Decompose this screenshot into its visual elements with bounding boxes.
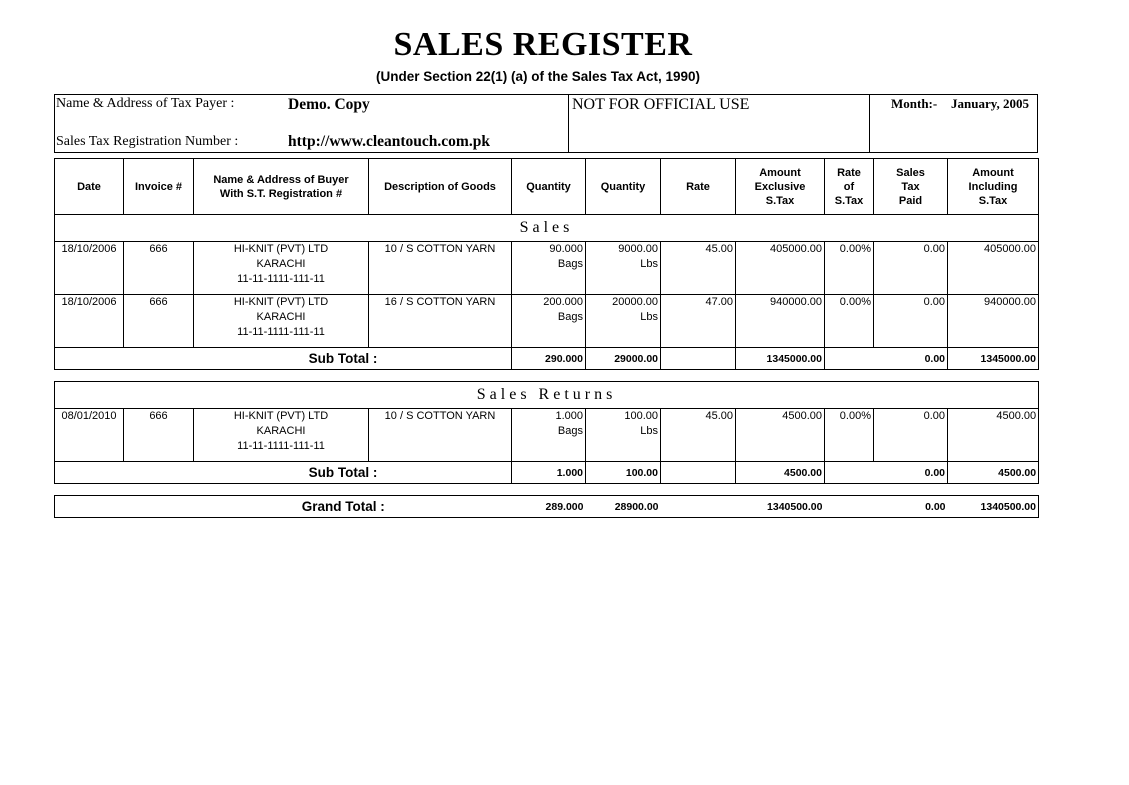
col-description: Description of Goods xyxy=(369,159,512,215)
subtotal-amount-including: 4500.00 xyxy=(948,462,1039,484)
cell-quantity-2: 20000.00 Lbs xyxy=(586,295,661,348)
subtotal-quantity-1: 1.000 xyxy=(512,462,586,484)
cell-quantity-1: 200.000 Bags xyxy=(512,295,586,348)
subtotal-label: Sub Total : xyxy=(55,462,512,484)
table-row xyxy=(55,295,1039,348)
taxpayer-name-value: Demo. Copy xyxy=(288,96,370,113)
section-title: Sales xyxy=(55,215,1039,242)
cell-buyer: HI-KNIT (PVT) LTD KARACHI 11-11-1111-111-11 xyxy=(194,295,369,348)
grand-total-tax-paid: 0.00 xyxy=(825,496,948,518)
month-label: Month:- xyxy=(891,96,938,111)
subtotal-amount-exclusive: 1345000.00 xyxy=(736,348,825,370)
cell-rate: 47.00 xyxy=(661,295,736,348)
subtotal-row xyxy=(55,348,1039,370)
col-rate: Rate xyxy=(661,159,736,215)
subtotal-amount-exclusive: 4500.00 xyxy=(736,462,825,484)
not-official-label: NOT FOR OFFICIAL USE xyxy=(572,96,750,113)
cell-quantity-2: 100.00 Lbs xyxy=(586,409,661,462)
cell-tax-rate: 0.00% xyxy=(825,409,874,462)
cell-quantity-1: 1.000 Bags xyxy=(512,409,586,462)
cell-date: 18/10/2006 xyxy=(55,242,124,295)
grand-total-label: Grand Total : xyxy=(55,496,512,518)
table-row xyxy=(55,242,1039,295)
cell-amount-exclusive: 4500.00 xyxy=(736,409,825,462)
grand-total-rate-empty xyxy=(661,496,736,518)
info-divider xyxy=(869,95,870,152)
month-value: January, 2005 xyxy=(951,96,1030,111)
subtotal-quantity-1: 290.000 xyxy=(512,348,586,370)
col-invoice: Invoice # xyxy=(124,159,194,215)
grand-total-amount-exclusive: 1340500.00 xyxy=(736,496,825,518)
col-buyer: Name & Address of Buyer With S.T. Registration # xyxy=(194,159,369,215)
col-amount-exclusive: Amount Exclusive S.Tax xyxy=(736,159,825,215)
subtotal-rate-empty xyxy=(661,462,736,484)
info-divider xyxy=(568,95,569,152)
cell-tax-paid: 0.00 xyxy=(874,409,948,462)
taxpayer-info-box xyxy=(54,94,1038,153)
cell-description: 10 / S COTTON YARN xyxy=(369,242,512,295)
cell-invoice: 666 xyxy=(124,295,194,348)
cell-amount-including: 940000.00 xyxy=(948,295,1039,348)
col-quantity-1: Quantity xyxy=(512,159,586,215)
registration-label: Sales Tax Registration Number : xyxy=(56,134,239,149)
report-title: SALES REGISTER xyxy=(393,26,693,63)
subtotal-tax-paid: 0.00 xyxy=(825,348,948,370)
taxpayer-name-label: Name & Address of Tax Payer : xyxy=(56,96,235,111)
cell-quantity-2: 9000.00 Lbs xyxy=(586,242,661,295)
grand-total-quantity-1: 289.000 xyxy=(512,496,586,518)
sales-returns-table xyxy=(54,381,1039,484)
cell-amount-including: 4500.00 xyxy=(948,409,1039,462)
cell-quantity-1: 90.000 Bags xyxy=(512,242,586,295)
subtotal-quantity-2: 100.00 xyxy=(586,462,661,484)
column-header-row xyxy=(55,159,1039,215)
cell-rate: 45.00 xyxy=(661,409,736,462)
grand-total-table xyxy=(54,495,1039,518)
cell-date: 08/01/2010 xyxy=(55,409,124,462)
col-tax-rate: Rate of S.Tax xyxy=(825,159,874,215)
table-row xyxy=(55,409,1039,462)
cell-buyer: HI-KNIT (PVT) LTD KARACHI 11-11-1111-111-11 xyxy=(194,409,369,462)
cell-amount-exclusive: 405000.00 xyxy=(736,242,825,295)
cell-invoice: 666 xyxy=(124,409,194,462)
cell-description: 10 / S COTTON YARN xyxy=(369,409,512,462)
cell-amount-including: 405000.00 xyxy=(948,242,1039,295)
cell-invoice: 666 xyxy=(124,242,194,295)
cell-tax-rate: 0.00% xyxy=(825,242,874,295)
section-title-row xyxy=(55,215,1039,242)
cell-tax-paid: 0.00 xyxy=(874,295,948,348)
grand-total-amount-including: 1340500.00 xyxy=(948,496,1039,518)
cell-tax-paid: 0.00 xyxy=(874,242,948,295)
cell-date: 18/10/2006 xyxy=(55,295,124,348)
section-title-row xyxy=(55,382,1039,409)
subtotal-label: Sub Total : xyxy=(55,348,512,370)
cell-tax-rate: 0.00% xyxy=(825,295,874,348)
subtotal-amount-including: 1345000.00 xyxy=(948,348,1039,370)
cell-amount-exclusive: 940000.00 xyxy=(736,295,825,348)
cell-rate: 45.00 xyxy=(661,242,736,295)
col-tax-paid: Sales Tax Paid xyxy=(874,159,948,215)
section-title: Sales Returns xyxy=(55,382,1039,409)
col-quantity-2: Quantity xyxy=(586,159,661,215)
report-subtitle: (Under Section 22(1) (a) of the Sales Tax Act, 1990) xyxy=(375,69,701,84)
subtotal-tax-paid: 0.00 xyxy=(825,462,948,484)
grand-total-row xyxy=(55,496,1039,518)
cell-description: 16 / S COTTON YARN xyxy=(369,295,512,348)
registration-value: http://www.cleantouch.com.pk xyxy=(288,133,490,150)
grand-total-quantity-2: 28900.00 xyxy=(586,496,661,518)
subtotal-row xyxy=(55,462,1039,484)
subtotal-rate-empty xyxy=(661,348,736,370)
col-amount-including: Amount Including S.Tax xyxy=(948,159,1039,215)
sales-table xyxy=(54,158,1039,370)
cell-buyer: HI-KNIT (PVT) LTD KARACHI 11-11-1111-111-11 xyxy=(194,242,369,295)
subtotal-quantity-2: 29000.00 xyxy=(586,348,661,370)
col-date: Date xyxy=(55,159,124,215)
